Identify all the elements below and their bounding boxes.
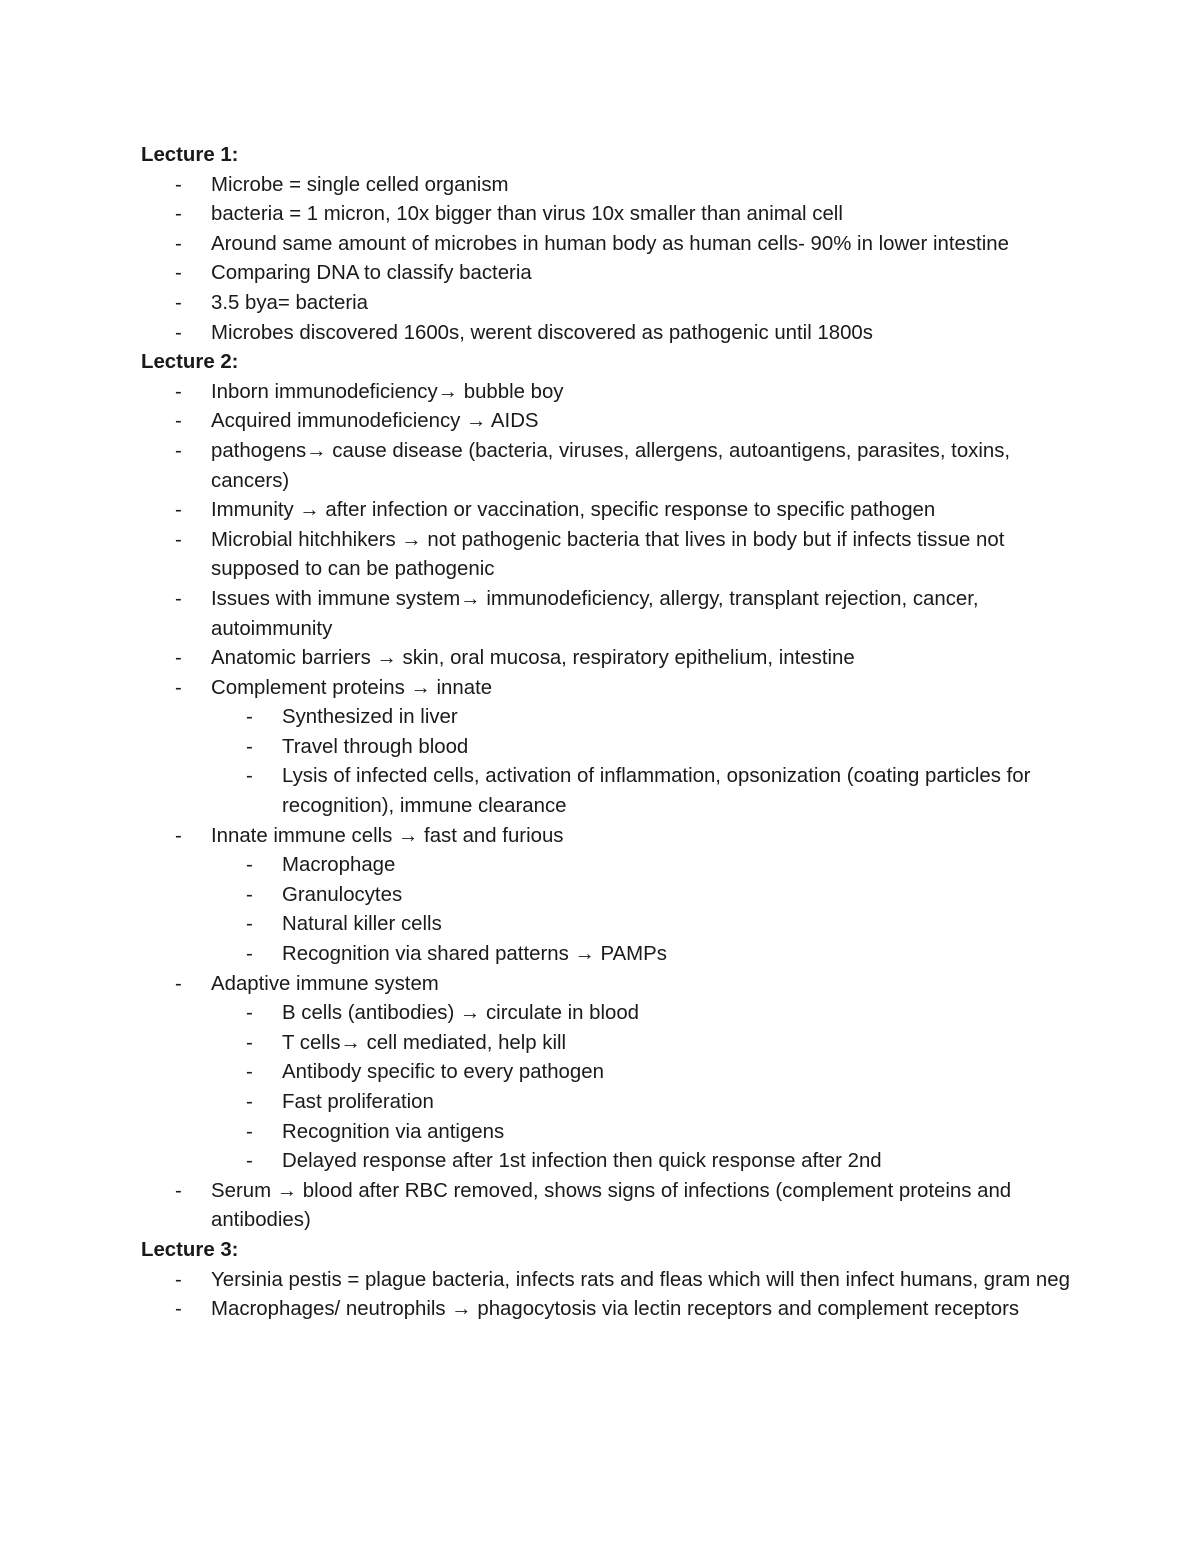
- bullet-dash: -: [246, 1061, 253, 1084]
- bullet-list: [141, 1266, 1071, 1325]
- sub-list-item: [211, 1088, 1071, 1118]
- list-item-text: Immunity → after infection or vaccination, specific response to specific pathogen: [211, 499, 936, 522]
- list-item: [141, 319, 1071, 349]
- section-heading: Lecture 1:: [141, 144, 239, 166]
- bullet-dash: -: [175, 499, 182, 522]
- sub-list-item: [211, 1029, 1071, 1059]
- bullet-dash: -: [246, 765, 253, 788]
- bullet-dash: -: [175, 1298, 182, 1321]
- list-item-text: Microbes discovered 1600s, werent discovered as pathogenic until 1800s: [211, 321, 873, 344]
- list-item-text: Adaptive immune system: [211, 972, 439, 995]
- bullet-dash: -: [175, 232, 182, 255]
- list-item-text: Microbial hitchhikers → not pathogenic bacteria that lives in body but if infects tissue not supposed to can be pathogenic: [211, 528, 1005, 581]
- sub-bullet-list: [211, 851, 1071, 969]
- bullet-dash: -: [246, 1031, 253, 1054]
- sub-list-item-text: Synthesized in liver: [282, 706, 458, 729]
- list-item: [141, 1266, 1071, 1296]
- bullet-list: [141, 378, 1071, 1236]
- list-item: [141, 585, 1071, 644]
- bullet-dash: -: [175, 1268, 182, 1291]
- list-item: [141, 407, 1071, 437]
- list-item-text: Macrophages/ neutrophils → phagocytosis via lectin receptors and complement receptors: [211, 1298, 1020, 1321]
- bullet-dash: -: [246, 1091, 253, 1113]
- sub-list-item: [211, 910, 1071, 940]
- list-item-text: Anatomic barriers → skin, oral mucosa, respiratory epithelium, intestine: [211, 647, 855, 670]
- list-item-text: Serum → blood after RBC removed, shows signs of infections (complement proteins and antibodies): [211, 1179, 1012, 1232]
- list-item: [141, 496, 1071, 526]
- list-item-text: 3.5 bya= bacteria: [211, 291, 369, 314]
- bullet-dash: -: [246, 854, 253, 877]
- sub-list-item-text: Natural killer cells: [282, 913, 442, 936]
- bullet-dash: -: [175, 972, 182, 995]
- bullet-dash: -: [175, 439, 182, 462]
- sub-list-item-text: Delayed response after 1st infection then quick response after 2nd: [282, 1150, 882, 1173]
- list-item-text: Inborn immunodeficiency→ bubble boy: [211, 380, 564, 403]
- sub-bullet-list: [211, 703, 1071, 821]
- bullet-dash: -: [175, 647, 182, 670]
- list-item-text: Microbe = single celled organism: [211, 173, 509, 196]
- sub-list-item: [211, 1058, 1071, 1088]
- list-item: [141, 1295, 1071, 1325]
- sub-list-item: [211, 1147, 1071, 1177]
- sub-list-item: [211, 851, 1071, 881]
- sub-list-item-text: Granulocytes: [282, 883, 403, 906]
- sub-list-item-text: Macrophage: [282, 854, 396, 877]
- sub-list-item-text: Lysis of infected cells, activation of inflammation, opsonization (coating particles for recognition), immune clearance: [282, 765, 1031, 818]
- bullet-dash: -: [246, 735, 253, 758]
- list-item-text: Acquired immunodeficiency → AIDS: [211, 410, 539, 433]
- bullet-dash: -: [246, 1120, 253, 1143]
- bullet-dash: -: [175, 410, 182, 433]
- sub-list-item-text: Recognition via shared patterns → PAMPs: [282, 943, 667, 966]
- list-item: [141, 437, 1071, 496]
- bullet-dash: -: [246, 943, 253, 966]
- bullet-dash: -: [175, 203, 182, 226]
- bullet-list: [141, 171, 1071, 349]
- list-item: [141, 970, 1071, 1177]
- sub-list-item: [211, 940, 1071, 970]
- section-heading: Lecture 2:: [141, 351, 239, 374]
- list-item-text: Complement proteins → innate: [211, 676, 493, 699]
- section-heading: Lecture 3:: [141, 1238, 239, 1261]
- list-item: [141, 674, 1071, 822]
- bullet-dash: -: [246, 1150, 253, 1173]
- bullet-dash: -: [175, 1179, 182, 1202]
- bullet-dash: -: [175, 380, 182, 403]
- sub-list-item-text: B cells (antibodies) → circulate in blood: [282, 1002, 640, 1025]
- bullet-dash: -: [175, 528, 182, 551]
- sub-list-item-text: Recognition via antigens: [282, 1120, 505, 1143]
- list-item-text: Yersinia pestis = plague bacteria, infects rats and fleas which will then infect humans, gram neg: [211, 1268, 1070, 1291]
- list-item: [141, 822, 1071, 970]
- bullet-dash: -: [246, 913, 253, 936]
- list-item: [141, 230, 1071, 260]
- bullet-dash: -: [175, 824, 182, 847]
- list-item: [141, 644, 1071, 674]
- list-item: [141, 200, 1071, 230]
- bullet-dash: -: [175, 321, 182, 344]
- list-item: [141, 259, 1071, 289]
- list-item: [141, 378, 1071, 408]
- bullet-dash: -: [175, 676, 182, 699]
- list-item-text: Innate immune cells → fast and furious: [211, 824, 564, 847]
- list-item: [141, 1177, 1071, 1236]
- sub-list-item-text: Antibody specific to every pathogen: [282, 1061, 604, 1084]
- sub-list-item: [211, 733, 1071, 763]
- sub-list-item-text: Fast proliferation: [282, 1091, 434, 1113]
- sub-list-item: [211, 762, 1071, 821]
- list-item-text: Comparing DNA to classify bacteria: [211, 262, 532, 285]
- bullet-dash: -: [246, 883, 253, 906]
- sub-list-item-text: Travel through blood: [282, 735, 469, 758]
- list-item: [141, 171, 1071, 201]
- notes-content: [141, 141, 1071, 1325]
- bullet-dash: -: [175, 173, 182, 196]
- sub-bullet-list: [211, 999, 1071, 1177]
- list-item-text: Issues with immune system→ immunodeficiency, allergy, transplant rejection, cancer, autoimmunity: [211, 587, 979, 640]
- bullet-dash: -: [175, 262, 182, 285]
- sub-list-item: [211, 881, 1071, 911]
- bullet-dash: -: [175, 291, 182, 314]
- list-item-text: pathogens→ cause disease (bacteria, viruses, allergens, autoantigens, parasites, toxins, cancers): [211, 439, 1011, 492]
- sub-list-item: [211, 703, 1071, 733]
- bullet-dash: -: [246, 706, 253, 729]
- bullet-dash: -: [175, 587, 182, 610]
- list-item-text: Around same amount of microbes in human body as human cells- 90% in lower intestine: [211, 232, 1009, 255]
- list-item-text: bacteria = 1 micron, 10x bigger than virus 10x smaller than animal cell: [211, 203, 843, 226]
- sub-list-item-text: T cells→ cell mediated, help kill: [282, 1031, 567, 1054]
- bullet-dash: -: [246, 1002, 253, 1025]
- sub-list-item: [211, 1118, 1071, 1148]
- list-item: [141, 526, 1071, 585]
- list-item: [141, 289, 1071, 319]
- sub-list-item: [211, 999, 1071, 1029]
